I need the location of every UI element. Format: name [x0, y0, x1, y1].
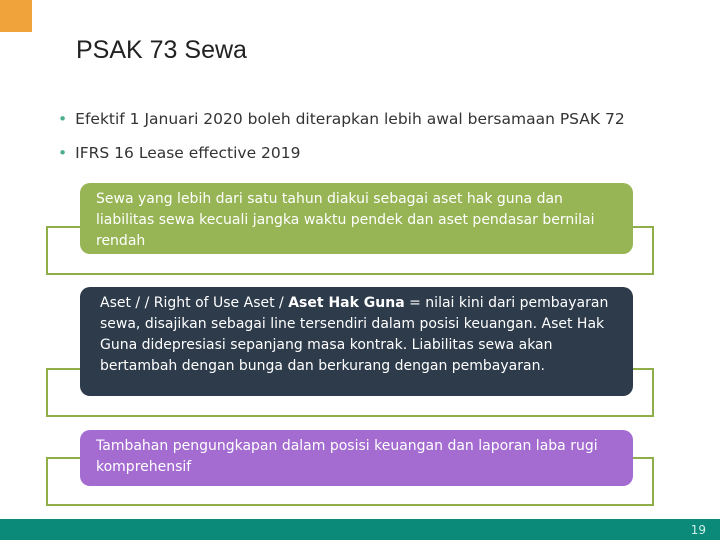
bullet-text: IFRS 16 Lease effective 2019 — [75, 144, 301, 162]
box-2-bold: Aset Hak Guna — [288, 295, 405, 311]
page-number: 19 — [690, 523, 706, 537]
slide-title: PSAK 73 Sewa — [76, 36, 247, 64]
bullet-dot-icon: • — [58, 110, 68, 128]
content-box-3 — [80, 430, 633, 486]
bullet-item — [58, 110, 625, 128]
box-2-suffix: = nilai kini dari pembayaran sewa, disajikan sebagai line tersendiri dalam posisi keuangan. Aset Hak Guna didepresiasi sepanjang masa kontrak. Liabilitas sewa akan bertambah dengan bunga dan berkurang dengan pembayaran. — [100, 295, 609, 374]
bullet-text: Efektif 1 Januari 2020 boleh diterapkan lebih awal bersamaan PSAK 72 — [75, 110, 625, 128]
bullet-dot-icon: • — [58, 144, 68, 162]
content-box-1 — [80, 183, 633, 254]
box-2-prefix: Aset / / Right of Use Aset / — [100, 295, 289, 311]
footer-bar — [0, 519, 720, 540]
corner-accent — [0, 0, 32, 32]
content-box-2 — [80, 287, 633, 396]
bullet-item — [58, 144, 301, 162]
box-3-text: Tambahan pengungkapan dalam posisi keuangan dan laporan laba rugi komprehensif — [96, 438, 598, 475]
box-1-text: Sewa yang lebih dari satu tahun diakui sebagai aset hak guna dan liabilitas sewa kecuali jangka waktu pendek dan aset pendasar bernilai rendah — [96, 191, 595, 249]
